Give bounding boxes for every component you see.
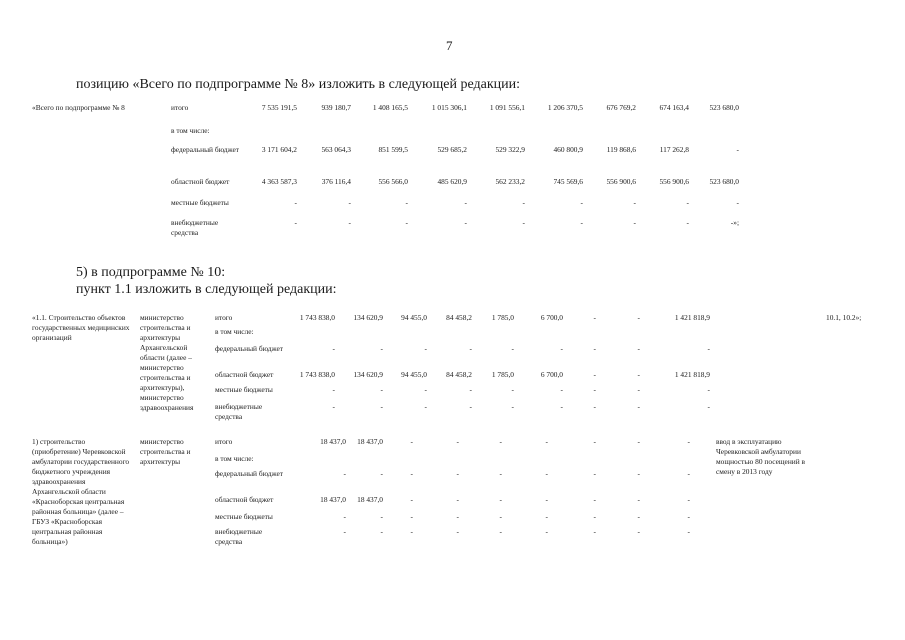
table-cell: 94 455,0 <box>401 313 427 322</box>
table-cell: 485 620,9 <box>437 177 467 186</box>
section3-result: ввод в эксплуатацию Черевковской амбулатории мощностью 80 посещений в смену в 2013 году <box>716 437 806 476</box>
table-cell: - <box>637 385 640 394</box>
table-cell: 676 769,2 <box>606 103 636 112</box>
table-cell: - <box>593 469 596 478</box>
table-cell: 562 233,2 <box>495 177 525 186</box>
table-cell: 1 091 556,1 <box>489 103 525 112</box>
table-cell: 556 566,0 <box>378 177 408 186</box>
row-label: внебюджетные средства <box>171 218 219 237</box>
row-label: федеральный бюджет <box>215 344 284 353</box>
table-cell: -»; <box>730 218 739 227</box>
table-cell: 1 785,0 <box>491 370 514 379</box>
table-cell: - <box>469 385 472 394</box>
table-cell: - <box>332 402 335 411</box>
row-label: итого <box>171 103 189 112</box>
table-cell: - <box>410 512 413 521</box>
table-cell: 134 620,9 <box>353 370 383 379</box>
table-cell: 4 363 587,3 <box>261 177 297 186</box>
table-cell: - <box>499 512 502 521</box>
row-label: федеральный бюджет <box>215 469 284 478</box>
table-cell: - <box>511 385 514 394</box>
section3-executor: министерство строительства и архитектуры <box>140 437 191 466</box>
table-cell: - <box>499 527 502 536</box>
table-cell: - <box>424 402 427 411</box>
table-cell: 1 408 165,5 <box>372 103 408 112</box>
table-cell: - <box>633 218 636 227</box>
table-cell: - <box>545 495 548 504</box>
table-cell: - <box>736 145 739 154</box>
table-cell: - <box>332 385 335 394</box>
table-cell: - <box>294 218 297 227</box>
table-cell: 563 064,3 <box>321 145 351 154</box>
table-cell: - <box>499 469 502 478</box>
table-cell: - <box>332 344 335 353</box>
section3-item-title: 1) строительство (приобретение) Черевковской амбулатории государственного бюджетного учреждения здравоохранения Архангельской области «Красноборская центральная районная больница» (далее – ГБУЗ «Красноборская центральная районная больница») <box>32 437 130 546</box>
table-cell: 1 421 818,9 <box>674 370 710 379</box>
page-number: 7 <box>446 38 453 53</box>
table-cell: - <box>560 385 563 394</box>
table-cell: - <box>687 512 690 521</box>
table-cell: - <box>593 527 596 536</box>
table-cell: 460 800,9 <box>553 145 583 154</box>
row-label: в том числе: <box>215 454 254 463</box>
table-cell: - <box>637 437 640 446</box>
table-cell: - <box>380 344 383 353</box>
table-cell: - <box>545 437 548 446</box>
table-cell: - <box>499 495 502 504</box>
table-cell: - <box>424 385 427 394</box>
table-cell: 529 685,2 <box>437 145 467 154</box>
table-cell: 1 421 818,9 <box>674 313 710 322</box>
table-cell: - <box>343 469 346 478</box>
table-cell: 376 116,4 <box>321 177 351 186</box>
row-label: внебюджетные средства <box>215 527 263 546</box>
table-cell: - <box>499 437 502 446</box>
table-cell: - <box>637 402 640 411</box>
table-cell: - <box>593 313 596 322</box>
table-cell: - <box>380 385 383 394</box>
row-label: внебюджетные средства <box>215 402 263 421</box>
row-label: областной бюджет <box>215 495 274 504</box>
row-label: в том числе: <box>171 126 210 135</box>
table-cell: - <box>637 512 640 521</box>
table-cell: - <box>294 198 297 207</box>
table-cell: 523 680,0 <box>709 103 739 112</box>
table-cell: - <box>707 344 710 353</box>
table-cell: - <box>380 512 383 521</box>
table-cell: - <box>522 218 525 227</box>
table-cell: - <box>637 469 640 478</box>
section2-heading-1: 5) в подпрограмме № 10: <box>76 265 226 280</box>
table-cell: - <box>348 198 351 207</box>
table-cell: - <box>469 402 472 411</box>
table-cell: 6 700,0 <box>540 313 563 322</box>
table-cell: - <box>545 527 548 536</box>
table-cell: - <box>464 218 467 227</box>
table-cell: 1 206 370,5 <box>547 103 583 112</box>
table-cell: - <box>637 313 640 322</box>
table-cell: 1 785,0 <box>491 313 514 322</box>
table-cell: - <box>637 495 640 504</box>
table-cell: - <box>593 370 596 379</box>
table-cell: 1 743 838,0 <box>299 370 335 379</box>
table-cell: - <box>560 344 563 353</box>
row-label: местные бюджеты <box>171 198 229 207</box>
table-cell: - <box>687 527 690 536</box>
table-cell: - <box>410 469 413 478</box>
table-cell: - <box>593 344 596 353</box>
row-label: областной бюджет <box>171 177 230 186</box>
table-cell: - <box>593 385 596 394</box>
table-cell: - <box>380 469 383 478</box>
section2-heading-2: пункт 1.1 изложить в следующей редакции: <box>76 282 337 297</box>
table-cell: - <box>343 512 346 521</box>
table-cell: - <box>380 402 383 411</box>
table-cell: 556 900,6 <box>606 177 636 186</box>
table-cell: - <box>545 469 548 478</box>
table-cell: - <box>580 198 583 207</box>
table-cell: 18 437,0 <box>320 495 346 504</box>
table-cell: 7 535 191,5 <box>261 103 297 112</box>
table-cell: 84 458,2 <box>446 370 472 379</box>
table-cell: - <box>410 495 413 504</box>
table-cell: - <box>456 527 459 536</box>
table-cell: 1 743 838,0 <box>299 313 335 322</box>
table-cell: - <box>687 437 690 446</box>
table-cell: - <box>687 469 690 478</box>
table-cell: 1 015 306,1 <box>431 103 467 112</box>
section2-reference: 10.1, 10.2»; <box>826 313 862 322</box>
table-cell: 556 900,6 <box>659 177 689 186</box>
table-cell: 674 163,4 <box>659 103 689 112</box>
table-cell: 119 868,6 <box>606 145 636 154</box>
table-cell: - <box>580 218 583 227</box>
table-cell: - <box>545 512 548 521</box>
row-label: областной бюджет <box>215 370 274 379</box>
section1-row-label: «Всего по подпрограмме № 8 <box>32 103 125 112</box>
table-cell: 529 322,9 <box>495 145 525 154</box>
table-cell: 117 262,8 <box>659 145 689 154</box>
table-cell: - <box>637 370 640 379</box>
table-cell: - <box>633 198 636 207</box>
table-cell: 18 437,0 <box>357 437 383 446</box>
table-cell: - <box>410 527 413 536</box>
table-cell: - <box>593 437 596 446</box>
table-cell: 523 680,0 <box>709 177 739 186</box>
row-label: местные бюджеты <box>215 512 273 521</box>
table-cell: 94 455,0 <box>401 370 427 379</box>
table-cell: - <box>560 402 563 411</box>
table-cell: - <box>707 402 710 411</box>
table-cell: 6 700,0 <box>540 370 563 379</box>
table-cell: - <box>469 344 472 353</box>
table-cell: 3 171 604,2 <box>261 145 297 154</box>
table-cell: - <box>637 527 640 536</box>
row-label: местные бюджеты <box>215 385 273 394</box>
section2-item-title: «1.1. Строительство объектов государственных медицинских организаций <box>32 313 130 342</box>
section2-executor: министерство строительства и архитектуры Архангельской области (далее – министерство строительства и архитектуры), министерство здравоохранения <box>140 313 194 412</box>
table-cell: 84 458,2 <box>446 313 472 322</box>
table-cell: - <box>410 437 413 446</box>
table-cell: - <box>593 402 596 411</box>
table-cell: - <box>522 198 525 207</box>
table-cell: - <box>686 198 689 207</box>
table-cell: - <box>405 198 408 207</box>
table-cell: 939 180,7 <box>321 103 351 112</box>
table-cell: 18 437,0 <box>320 437 346 446</box>
table-cell: 851 599,5 <box>378 145 408 154</box>
table-cell: - <box>593 512 596 521</box>
table-cell: - <box>456 495 459 504</box>
table-cell: - <box>456 437 459 446</box>
row-label: федеральный бюджет <box>171 145 240 154</box>
table-cell: - <box>456 512 459 521</box>
table-cell: - <box>456 469 459 478</box>
table-cell: - <box>511 344 514 353</box>
table-cell: - <box>637 344 640 353</box>
table-cell: - <box>511 402 514 411</box>
section1-heading: позицию «Всего по подпрограмме № 8» изложить в следующей редакции: <box>76 77 521 92</box>
table-cell: - <box>380 527 383 536</box>
table-cell: - <box>686 218 689 227</box>
table-cell: 134 620,9 <box>353 313 383 322</box>
table-cell: - <box>405 218 408 227</box>
table-cell: - <box>464 198 467 207</box>
row-label: итого <box>215 437 233 446</box>
table-cell: 18 437,0 <box>357 495 383 504</box>
table-cell: - <box>343 527 346 536</box>
row-label: в том числе: <box>215 327 254 336</box>
table-cell: - <box>736 198 739 207</box>
table-cell: 745 569,6 <box>553 177 583 186</box>
table-cell: - <box>593 495 596 504</box>
table-cell: - <box>424 344 427 353</box>
row-label: итого <box>215 313 233 322</box>
table-cell: - <box>707 385 710 394</box>
table-cell: - <box>348 218 351 227</box>
table-cell: - <box>687 495 690 504</box>
